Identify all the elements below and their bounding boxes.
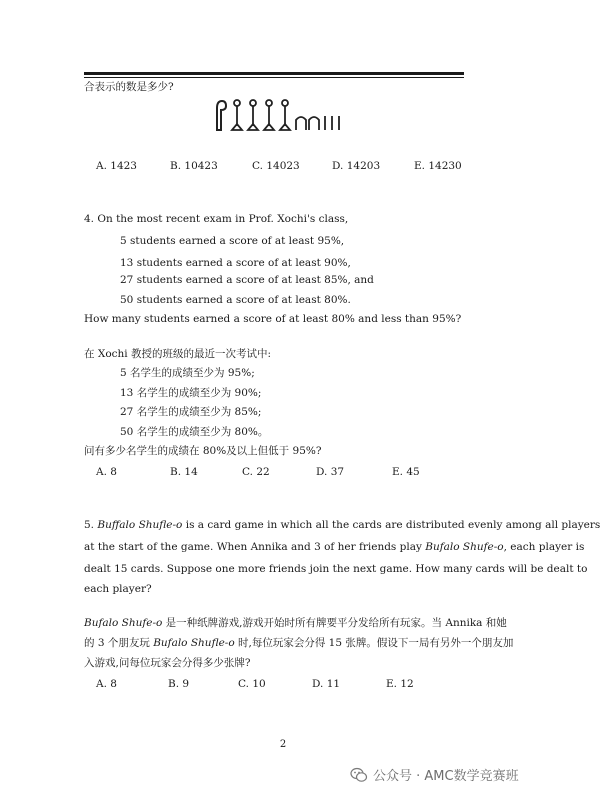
q4-choice-d: D. 37 [316,466,345,478]
q4-en-line: 13 students earned a score of at least 90%, [120,257,351,269]
q3-choice-d: D. 14203 [332,160,381,172]
q5-choice-d: D. 11 [312,678,341,690]
q4-en-line: 27 students earned a score of at least 85%, and [120,274,374,286]
q5-en-line-4: each player? [84,583,152,595]
q3-choice-b: B. 10423 [170,160,218,172]
q4-zh-line: 27 名学生的成绩至少为 85%; [120,406,262,418]
q3-choice-c: C. 14023 [252,160,300,172]
q5-zh-text: 是一种纸牌游戏,游戏开始时所有牌要平分发给所有玩家。当 Annika 和她 [162,617,507,629]
q5-en-text: is a card game in which all the cards are distributed evenly among all players [182,519,600,531]
q4-zh-line: 50 名学生的成绩至少为 80%。 [120,426,269,438]
q4-en-intro: 4. On the most recent exam in Prof. Xochi's class, [84,213,349,225]
header-rule [84,72,464,75]
q3-choice-e: E. 14230 [414,160,462,172]
q5-en-text: at the start of the game. When Annika and 3 of her friends play [84,541,426,553]
q5-choice-e: E. 12 [386,678,414,690]
q4-zh-line: 5 名学生的成绩至少为 95%; [120,367,255,379]
q5-game-title: Bufalo Shufle-o [153,637,235,649]
q5-choice-c: C. 10 [238,678,266,690]
header-rule-thin [84,77,464,78]
watermark-text: 公众号 · AMC数学竞赛班 [373,769,519,784]
q4-choice-c: C. 22 [242,466,270,478]
q5-choice-b: B. 9 [168,678,190,690]
egyptian-numeral-figure [212,98,352,132]
q5-en-line-3: dealt 15 cards. Suppose one more friends join the next game. How many cards will be dealt to [84,563,588,575]
coil-glyphs [232,100,290,130]
lotus-glyph [217,101,226,130]
q5-game-title: Buffalo Shufle-o [97,519,183,531]
q4-choice-e: E. 45 [392,466,420,478]
q4-zh-line: 13 名学生的成绩至少为 90%; [120,387,262,399]
q5-en-text: , each player is [503,541,585,553]
q4-en-line: 50 students earned a score of at least 80%. [120,294,351,306]
q3-choice-a: A. 1423 [96,160,137,172]
q4-zh-intro: 在 Xochi 教授的班级的最近一次考试中: [84,348,272,360]
q5-zh-line-1 [84,616,507,630]
q4-en-line: 5 students earned a score of at least 95%, [120,235,345,247]
q5-zh-line-3: 入游戏,问每位玩家会分得多少张牌? [84,657,251,669]
q4-en-question: How many students earned a score of at least 80% and less than 95%? [84,313,462,325]
q5-zh-text: 时,每位玩家会分得 15 张牌。假设下一局有另外一个朋友加 [234,637,514,649]
q5-game-title: Bufalo Shufe-o [425,541,504,553]
q4-choice-a: A. 8 [96,466,117,478]
q4-zh-question: 问有多少名学生的成绩在 80%及以上但低于 95%? [84,445,322,457]
watermark [350,765,519,784]
q5-game-title: Bufalo Shufe-o [84,617,163,629]
q5-en-line-2 [84,540,584,554]
q4-choice-b: B. 14 [170,466,198,478]
page-number: 2 [279,739,287,750]
q5-choice-a: A. 8 [96,678,117,690]
arch-and-stroke-glyphs [296,116,339,130]
q3-prompt-tail: 合表示的数是多少? [84,81,174,93]
q5-zh-line-2 [84,636,513,650]
wechat-icon [350,766,368,784]
q5-zh-text: 的 3 个朋友玩 [84,637,154,649]
q5-number: 5. [84,519,95,531]
q5-en-line-1 [84,518,600,532]
